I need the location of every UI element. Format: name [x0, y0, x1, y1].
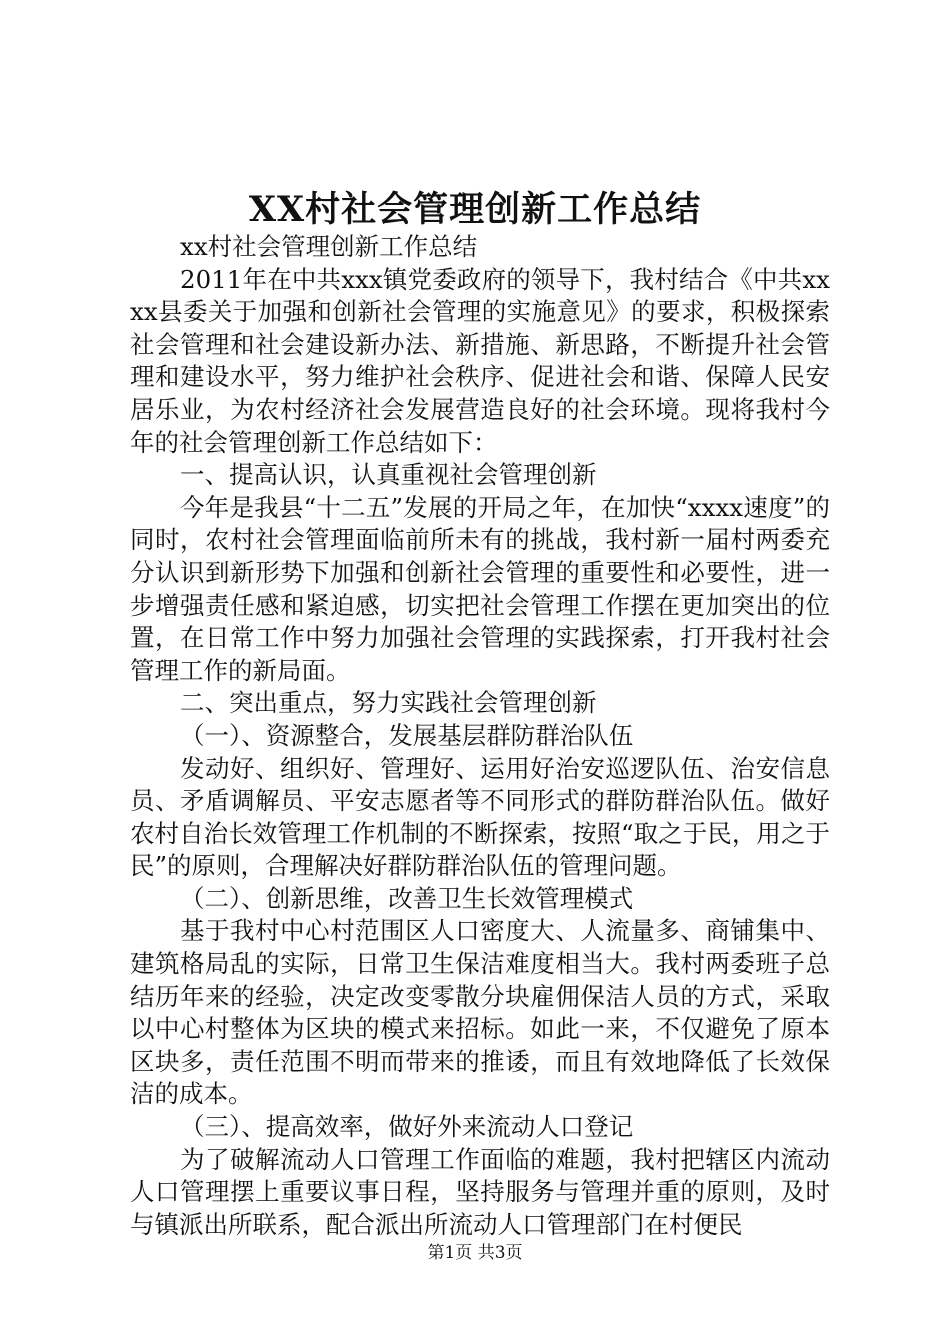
paragraph-subsection-1: 发动好、组织好、管理好、运用好治安巡逻队伍、治安信息员、矛盾调解员、平安志愿者等不同形式的群防群治队伍。做好农村自治长效管理工作机制的不断探索，按照“取之于民，用之于民”的原则，合理解决好群防群治队伍的管理问题。 [130, 753, 830, 881]
paragraph-subsection-2: 基于我村中心村范围区人口密度大、人流量多、商铺集中、建筑格局乱的实际，日常卫生保洁难度相当大。我村两委班子总结历年来的经验，决定改变零散分块雇佣保洁人员的方式，采取以中心村整体为区块的模式来招标。如此一来，不仅避免了原本区块多，责任范围不明而带来的推诿，而且有效地降低了长效保洁的成本。 [130, 916, 830, 1109]
paragraph-section-1: 今年是我县“十二五”发展的开局之年，在加快“xxxx速度”的同时，农村社会管理面临前所未有的挑战，我村新一届村两委充分认识到新形势下加强和创新社会管理的重要性和必要性，进一步增强责任感和紧迫感，切实把社会管理工作摆在更加突出的位置，在日常工作中努力加强社会管理的实践探索，打开我村社会管理工作的新局面。 [130, 492, 830, 685]
subsection-heading-3: （三）、提高效率，做好外来流动人口登记 [180, 1112, 634, 1142]
section-heading-2: 二、突出重点，努力实践社会管理创新 [180, 688, 597, 718]
paragraph-subsection-3: 为了破解流动人口管理工作面临的难题，我村把辖区内流动人口管理摆上重要议事日程，坚持服务与管理并重的原则，及时与镇派出所联系，配合派出所流动人口管理部门在村便民 [130, 1144, 830, 1239]
section-heading-1: 一、提高认识，认真重视社会管理创新 [180, 460, 597, 490]
subsection-heading-2: （二）、创新思维，改善卫生长效管理模式 [180, 883, 634, 913]
paragraph-intro: 2011年在中共xxx镇党委政府的领导下，我村结合《中共xxxx县委关于加强和创新社会管理的实施意见》的要求，积极探索社会管理和社会建设新办法、新措施、新思路，不断提升社会管理和建设水平，努力维护社会秩序、促进社会和谐、保障人民安居乐业，为农村经济社会发展营造良好的社会环境。现将我村今年的社会管理创新工作总结如下： [130, 264, 830, 457]
document-title: XX村社会管理创新工作总结 [248, 189, 702, 230]
document-body [130, 231, 830, 1241]
page-number-footer: 第1页 共3页 [427, 1243, 523, 1263]
subsection-heading-1: （一）、资源整合，发展基层群防群治队伍 [180, 720, 634, 750]
paragraph-subtitle: xx村社会管理创新工作总结 [180, 232, 478, 261]
